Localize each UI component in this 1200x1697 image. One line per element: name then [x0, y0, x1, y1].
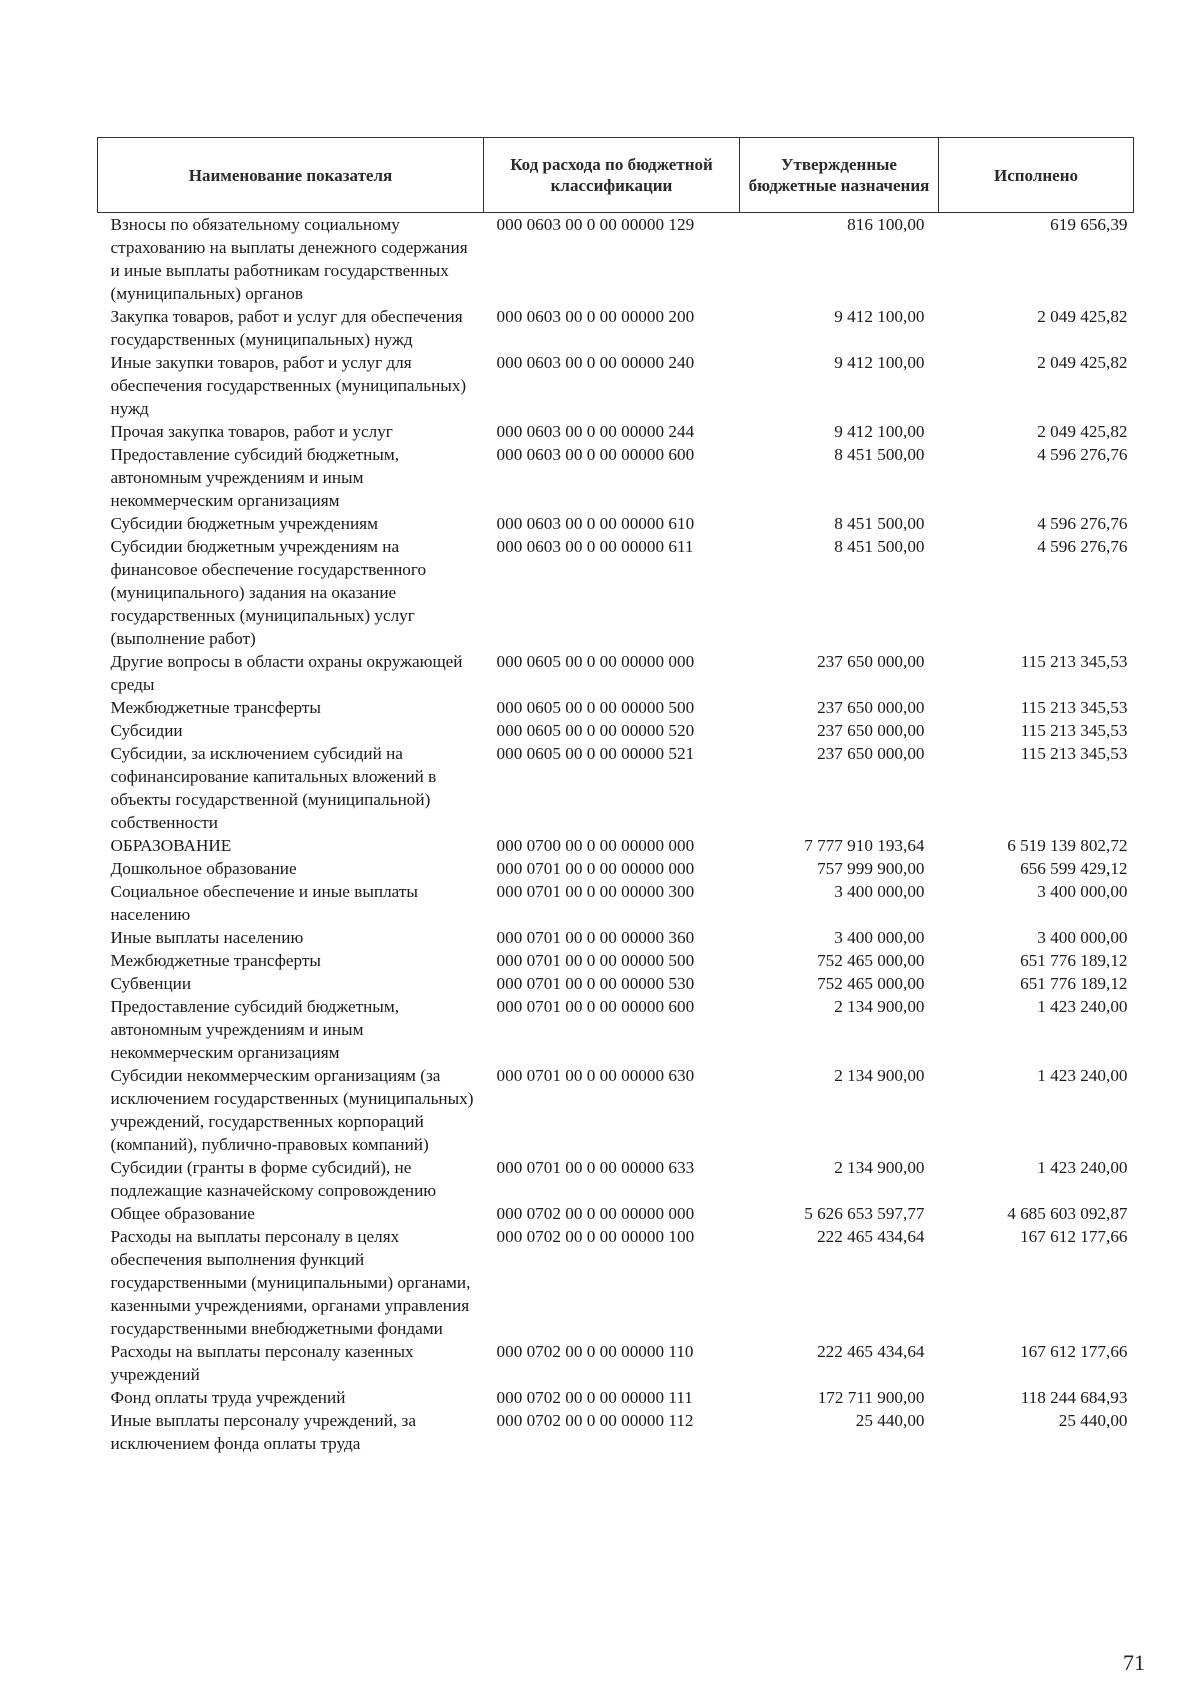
row-executed: 2 049 425,82: [1037, 307, 1128, 326]
row-code: 000 0701 00 0 00 00000 360: [496, 928, 695, 947]
row-approved: 8 451 500,00: [834, 537, 925, 556]
row-code: 000 0605 00 0 00 00000 000: [496, 652, 695, 671]
table-row: [98, 1064, 1134, 1156]
row-name: Фонд оплаты труда учреждений: [110, 1388, 346, 1407]
row-executed: 2 049 425,82: [1037, 353, 1128, 372]
row-name: Субсидии некоммерческим организациям (за исключением государственных (муниципальных) учреждений, государственных корпораций (компаний), публично-правовых компаний): [110, 1066, 474, 1154]
row-name: Межбюджетные трансферты: [110, 698, 321, 717]
row-code: 000 0702 00 0 00 00000 100: [496, 1227, 695, 1246]
table-row: [98, 696, 1134, 719]
row-approved: 172 711 900,00: [817, 1388, 925, 1407]
table-row: [98, 1409, 1134, 1455]
row-name: Расходы на выплаты персоналу в целях обеспечения выполнения функций государственными (муниципальными) органами, казенными учреждениями, органами управления государственными внебюджетными фондами: [110, 1227, 471, 1338]
table-row: [98, 1340, 1134, 1386]
row-code: 000 0603 00 0 00 00000 240: [496, 353, 695, 372]
row-executed: 1 423 240,00: [1037, 997, 1128, 1016]
row-name: Общее образование: [110, 1204, 255, 1223]
table-row: [98, 857, 1134, 880]
row-approved: 222 465 434,64: [817, 1227, 925, 1246]
row-approved: 9 412 100,00: [834, 353, 925, 372]
row-approved: 7 777 910 193,64: [804, 836, 925, 855]
header-name: Наименование показателя: [98, 138, 484, 213]
table-row: [98, 742, 1134, 834]
row-approved: 757 999 900,00: [817, 859, 925, 878]
row-executed: 2 049 425,82: [1037, 422, 1128, 441]
row-executed: 1 423 240,00: [1037, 1158, 1128, 1177]
row-approved: 2 134 900,00: [834, 997, 925, 1016]
row-approved: 237 650 000,00: [817, 721, 925, 740]
row-code: 000 0605 00 0 00 00000 520: [496, 721, 695, 740]
row-code: 000 0603 00 0 00 00000 600: [496, 445, 695, 464]
table-row: [98, 213, 1134, 306]
row-name: Субсидии: [110, 721, 183, 740]
row-code: 000 0603 00 0 00 00000 129: [496, 215, 695, 234]
row-code: 000 0701 00 0 00 00000 633: [496, 1158, 695, 1177]
row-executed: 115 213 345,53: [1020, 744, 1128, 763]
table-row: [98, 1202, 1134, 1225]
row-approved: 25 440,00: [855, 1411, 925, 1430]
table-row: [98, 995, 1134, 1064]
table-row: [98, 420, 1134, 443]
row-executed: 3 400 000,00: [1037, 928, 1128, 947]
row-executed: 651 776 189,12: [1020, 974, 1128, 993]
row-executed: 4 596 276,76: [1037, 514, 1128, 533]
row-executed: 25 440,00: [1058, 1411, 1128, 1430]
row-name: Субсидии бюджетным учреждениям: [110, 514, 378, 533]
row-approved: 752 465 000,00: [817, 974, 925, 993]
row-name: ОБРАЗОВАНИЕ: [110, 836, 232, 855]
table-row: [98, 926, 1134, 949]
header-executed: Исполнено: [939, 138, 1134, 213]
row-code: 000 0603 00 0 00 00000 244: [496, 422, 695, 441]
row-code: 000 0701 00 0 00 00000 000: [496, 859, 695, 878]
row-code: 000 0605 00 0 00 00000 500: [496, 698, 695, 717]
table-row: [98, 650, 1134, 696]
row-approved: 2 134 900,00: [834, 1158, 925, 1177]
table-row: [98, 1225, 1134, 1340]
row-name: Прочая закупка товаров, работ и услуг: [110, 422, 393, 441]
table-row: [98, 512, 1134, 535]
table-row: [98, 1156, 1134, 1202]
row-executed: 115 213 345,53: [1020, 698, 1128, 717]
row-name: Закупка товаров, работ и услуг для обеспечения государственных (муниципальных) нужд: [110, 307, 463, 349]
row-name: Субвенции: [110, 974, 192, 993]
row-executed: 4 596 276,76: [1037, 445, 1128, 464]
page-number: 71: [1123, 1650, 1145, 1675]
row-approved: 222 465 434,64: [817, 1342, 925, 1361]
row-code: 000 0603 00 0 00 00000 610: [496, 514, 695, 533]
row-approved: 8 451 500,00: [834, 445, 925, 464]
row-name: Предоставление субсидий бюджетным, автономным учреждениям и иным некоммерческим организациям: [110, 445, 400, 510]
row-code: 000 0701 00 0 00 00000 530: [496, 974, 695, 993]
table-row: [98, 834, 1134, 857]
row-executed: 3 400 000,00: [1037, 882, 1128, 901]
row-code: 000 0702 00 0 00 00000 110: [496, 1342, 694, 1361]
table-row: [98, 972, 1134, 995]
row-name: Субсидии (гранты в форме субсидий), не подлежащие казначейскому сопровождению: [110, 1158, 437, 1200]
row-code: 000 0605 00 0 00 00000 521: [496, 744, 695, 763]
row-executed: 619 656,39: [1050, 215, 1128, 234]
row-approved: 752 465 000,00: [817, 951, 925, 970]
row-code: 000 0702 00 0 00 00000 112: [496, 1411, 694, 1430]
table-row: [98, 351, 1134, 420]
table-row: [98, 1386, 1134, 1409]
table-row: [98, 949, 1134, 972]
row-name: Субсидии, за исключением субсидий на софинансирование капитальных вложений в объекты государственной (муниципальной) собственности: [110, 744, 437, 832]
header-approved: Утвержденные бюджетные назначения: [740, 138, 939, 213]
table-row: [98, 443, 1134, 512]
row-code: 000 0700 00 0 00 00000 000: [496, 836, 695, 855]
row-name: Иные выплаты населению: [110, 928, 304, 947]
row-executed: 1 423 240,00: [1037, 1066, 1128, 1085]
row-executed: 4 685 603 092,87: [1007, 1204, 1128, 1223]
row-approved: 9 412 100,00: [834, 307, 925, 326]
header-code: Код расхода по бюджетной классификации: [484, 138, 740, 213]
row-approved: 3 400 000,00: [834, 928, 925, 947]
row-approved: 3 400 000,00: [834, 882, 925, 901]
row-code: 000 0603 00 0 00 00000 611: [496, 537, 694, 556]
row-name: Взносы по обязательному социальному страхованию на выплаты денежного содержания и иные выплаты работникам государственных (муниципальных) органов: [110, 215, 468, 303]
row-code: 000 0701 00 0 00 00000 300: [496, 882, 695, 901]
row-executed: 167 612 177,66: [1020, 1342, 1128, 1361]
row-name: Субсидии бюджетным учреждениям на финансовое обеспечение государственного (муниципального) задания на оказание государственных (муниципальных) услуг (выполнение работ): [110, 537, 427, 648]
row-code: 000 0702 00 0 00 00000 111: [496, 1388, 693, 1407]
row-name: Расходы на выплаты персоналу казенных учреждений: [110, 1342, 414, 1384]
row-approved: 8 451 500,00: [834, 514, 925, 533]
row-name: Социальное обеспечение и иные выплаты населению: [110, 882, 418, 924]
row-executed: 115 213 345,53: [1020, 721, 1128, 740]
budget-execution-table: [97, 137, 1134, 1455]
table-header-row: [98, 138, 1134, 213]
table-row: [98, 305, 1134, 351]
row-name: Предоставление субсидий бюджетным, автономным учреждениям и иным некоммерческим организациям: [110, 997, 400, 1062]
row-name: Иные выплаты персоналу учреждений, за исключением фонда оплаты труда: [110, 1411, 416, 1453]
row-approved: 5 626 653 597,77: [804, 1204, 925, 1223]
table-row: [98, 719, 1134, 742]
row-approved: 816 100,00: [847, 215, 925, 234]
table-body: [98, 213, 1134, 1456]
row-executed: 4 596 276,76: [1037, 537, 1128, 556]
row-approved: 237 650 000,00: [817, 652, 925, 671]
row-executed: 651 776 189,12: [1020, 951, 1128, 970]
row-code: 000 0701 00 0 00 00000 600: [496, 997, 695, 1016]
row-name: Дошкольное образование: [110, 859, 297, 878]
table-row: [98, 880, 1134, 926]
row-code: 000 0701 00 0 00 00000 630: [496, 1066, 695, 1085]
row-executed: 167 612 177,66: [1020, 1227, 1128, 1246]
row-name: Межбюджетные трансферты: [110, 951, 321, 970]
row-code: 000 0603 00 0 00 00000 200: [496, 307, 695, 326]
row-executed: 6 519 139 802,72: [1007, 836, 1128, 855]
row-approved: 237 650 000,00: [817, 744, 925, 763]
row-approved: 237 650 000,00: [817, 698, 925, 717]
row-executed: 115 213 345,53: [1020, 652, 1128, 671]
table-row: [98, 535, 1134, 650]
row-executed: 656 599 429,12: [1020, 859, 1128, 878]
row-executed: 118 244 684,93: [1020, 1388, 1128, 1407]
row-approved: 9 412 100,00: [834, 422, 925, 441]
row-name: Иные закупки товаров, работ и услуг для обеспечения государственных (муниципальных) нужд: [110, 353, 467, 418]
row-name: Другие вопросы в области охраны окружающей среды: [110, 652, 463, 694]
row-code: 000 0701 00 0 00 00000 500: [496, 951, 695, 970]
row-code: 000 0702 00 0 00 00000 000: [496, 1204, 695, 1223]
row-approved: 2 134 900,00: [834, 1066, 925, 1085]
